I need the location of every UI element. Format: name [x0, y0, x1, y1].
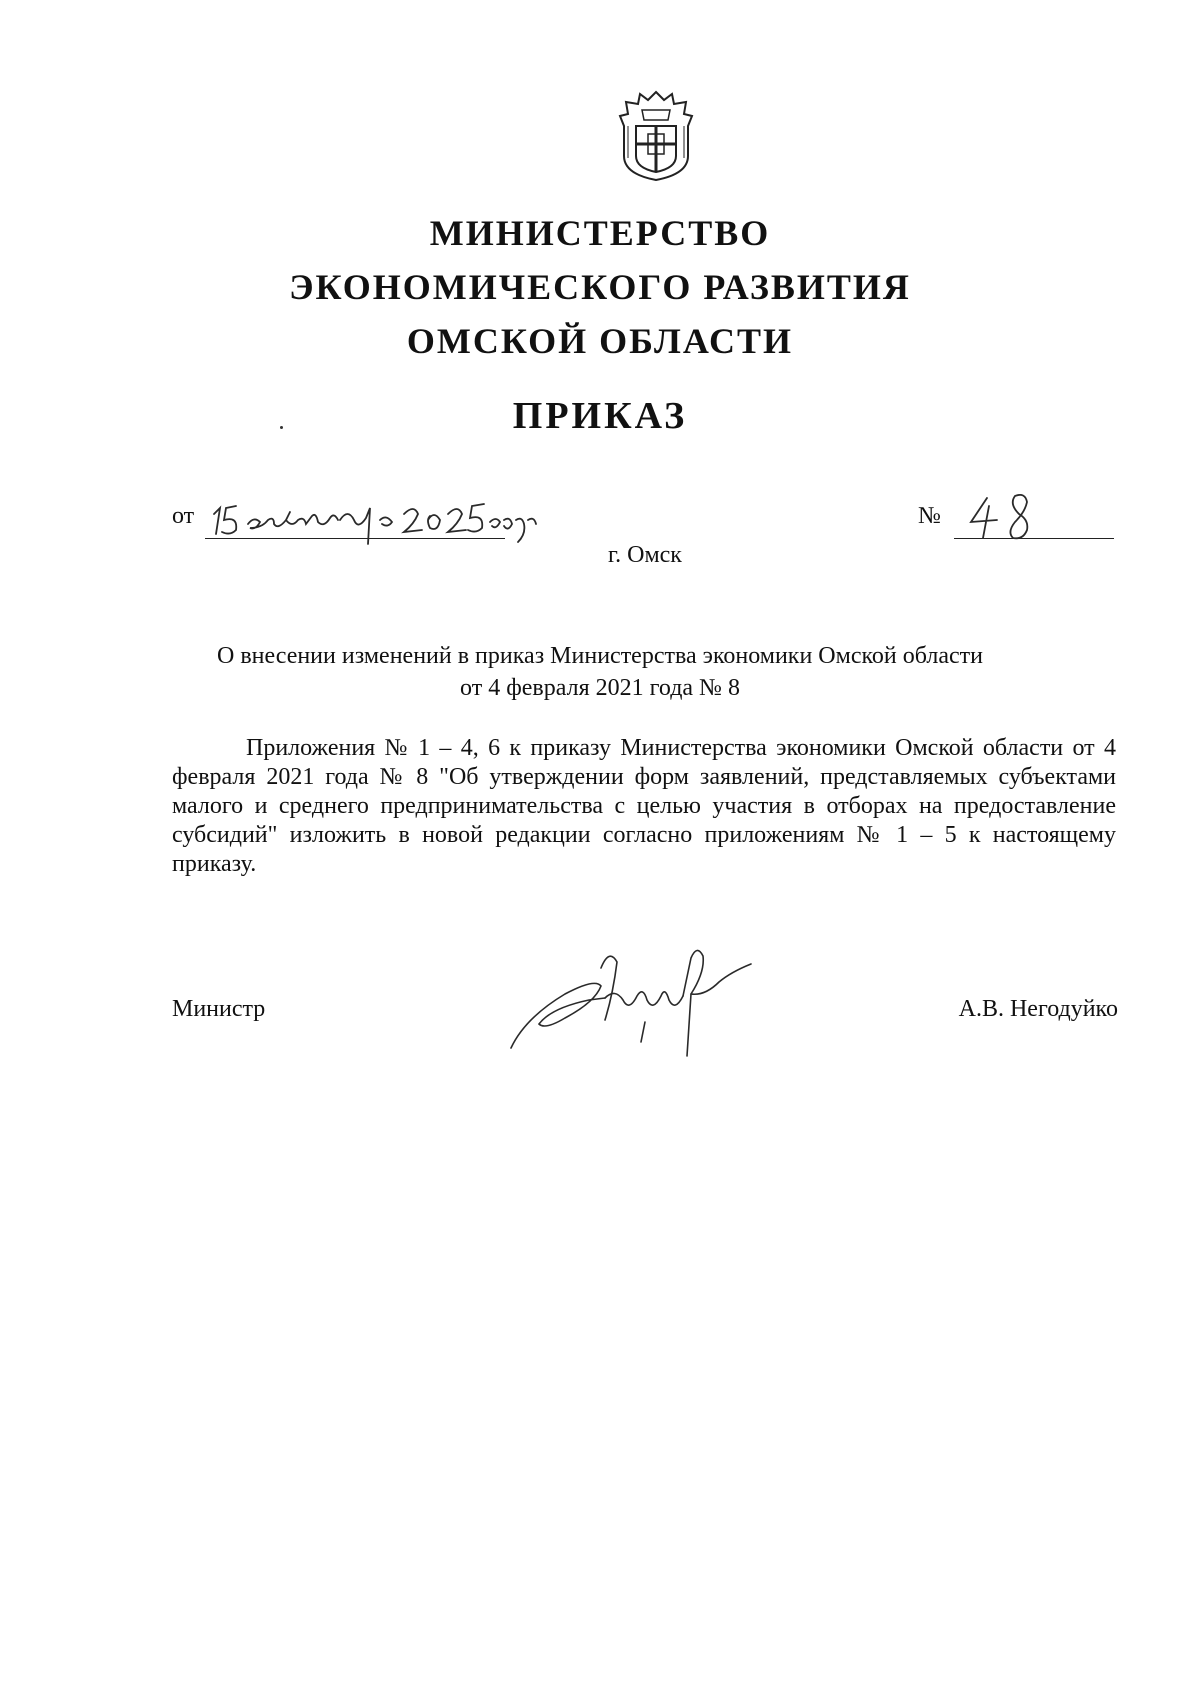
- number-label: №: [918, 503, 941, 529]
- order-body-paragraph: Приложения № 1 – 4, 6 к приказу Министерства экономики Омской области от 4 февраля 2021 года № 8 "Об утверждении форм заявлений, представляемых субъектами малого и среднего предпринимательства с целью участия в отборах на предоставление субсидий" изложить в новой редакции согласно приложениям № 1 – 5 к настоящему приказу.: [172, 735, 1116, 877]
- coat-of-arms-icon: [614, 86, 698, 184]
- order-subject-line-2: от 4 февраля 2021 года № 8: [460, 675, 740, 701]
- city: г. Омск: [608, 542, 682, 568]
- handwritten-date: [208, 490, 538, 550]
- date-prefix: от: [172, 503, 195, 529]
- ministry-title-line-2: ЭКОНОМИЧЕСКОГО РАЗВИТИЯ: [289, 267, 911, 307]
- ministry-title: [0, 206, 1200, 368]
- ministry-title-line-1: МИНИСТЕРСТВО: [429, 213, 771, 253]
- order-subject-line-1: О внесении изменений в приказ Министерства экономики Омской области: [216, 643, 983, 669]
- signer-name: А.В. Негодуйко: [958, 996, 1118, 1022]
- scan-speck: [280, 426, 283, 429]
- handwritten-number: [965, 488, 1055, 544]
- handwritten-signature-icon: [505, 938, 755, 1058]
- ministry-title-line-3: ОМСКОЙ ОБЛАСТИ: [406, 321, 794, 361]
- order-subject: [0, 640, 1200, 704]
- order-type-heading: ПРИКАЗ: [512, 395, 688, 437]
- signer-title: Министр: [172, 996, 266, 1022]
